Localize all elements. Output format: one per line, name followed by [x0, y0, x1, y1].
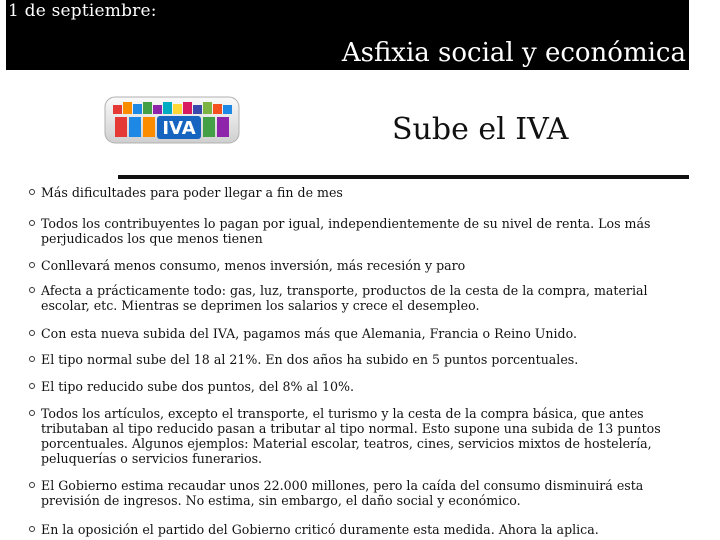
bullet-icon	[29, 220, 35, 226]
bullet-icon	[29, 189, 35, 195]
page-title: Asfixia social y económica	[341, 38, 686, 68]
list-item-text: Todos los artículos, excepto el transporte, el turismo y la cesta de la compra básica, que antes tributaban al tipo reducido pasan a tributar al tipo normal. Esto supone una subida de 13 puntos porcentuales. Algunos ejemplos: Material escolar, teatros, cines, servicios mixtos de hostelería, peluquerías o servicios funerarios.	[41, 406, 661, 466]
logo-text: IVA	[162, 118, 196, 139]
bullet-icon	[29, 383, 35, 389]
list-item-text: El tipo reducido sube dos puntos, del 8% al 10%.	[41, 379, 354, 394]
bullet-icon	[29, 330, 35, 336]
list-item-text: El Gobierno estima recaudar unos 22.000 millones, pero la caída del consumo disminuirá esta previsión de ingresos. No estima, sin embargo, el daño social y económico.	[41, 478, 644, 508]
header-bar	[6, 0, 689, 70]
list-item-text: Afecta a prácticamente todo: gas, luz, transporte, productos de la cesta de la compra, material escolar, etc. Mientras se deprimen los salarios y crece el desempleo.	[41, 283, 648, 313]
bullet-icon	[29, 482, 35, 488]
list-item-text: Todos los contribuyentes lo pagan por igual, independientemente de su nivel de renta. Los más perjudicados los que menos tienen	[41, 216, 651, 246]
iva-logo-icon	[103, 93, 241, 147]
bullet-icon	[29, 356, 35, 362]
bullet-icon	[29, 410, 35, 416]
list-item-text: Conllevará menos consumo, menos inversión, más recesión y paro	[41, 258, 466, 273]
divider	[118, 175, 689, 179]
list-item-text: Con esta nueva subida del IVA, pagamos más que Alemania, Francia o Reino Unido.	[41, 326, 577, 341]
list-item-text: En la oposición el partido del Gobierno criticó duramente esta medida. Ahora la aplica.	[41, 522, 599, 537]
bullet-icon	[29, 262, 35, 268]
date-label: 1 de septiembre:	[8, 1, 157, 21]
bullet-icon	[29, 287, 35, 293]
list-item-text: El tipo normal sube del 18 al 21%. En dos años ha subido en 5 puntos porcentuales.	[41, 352, 579, 367]
subtitle: Sube el IVA	[392, 112, 569, 147]
list-item-text: Más dificultades para poder llegar a fin de mes	[41, 185, 343, 200]
bullet-icon	[29, 526, 35, 532]
